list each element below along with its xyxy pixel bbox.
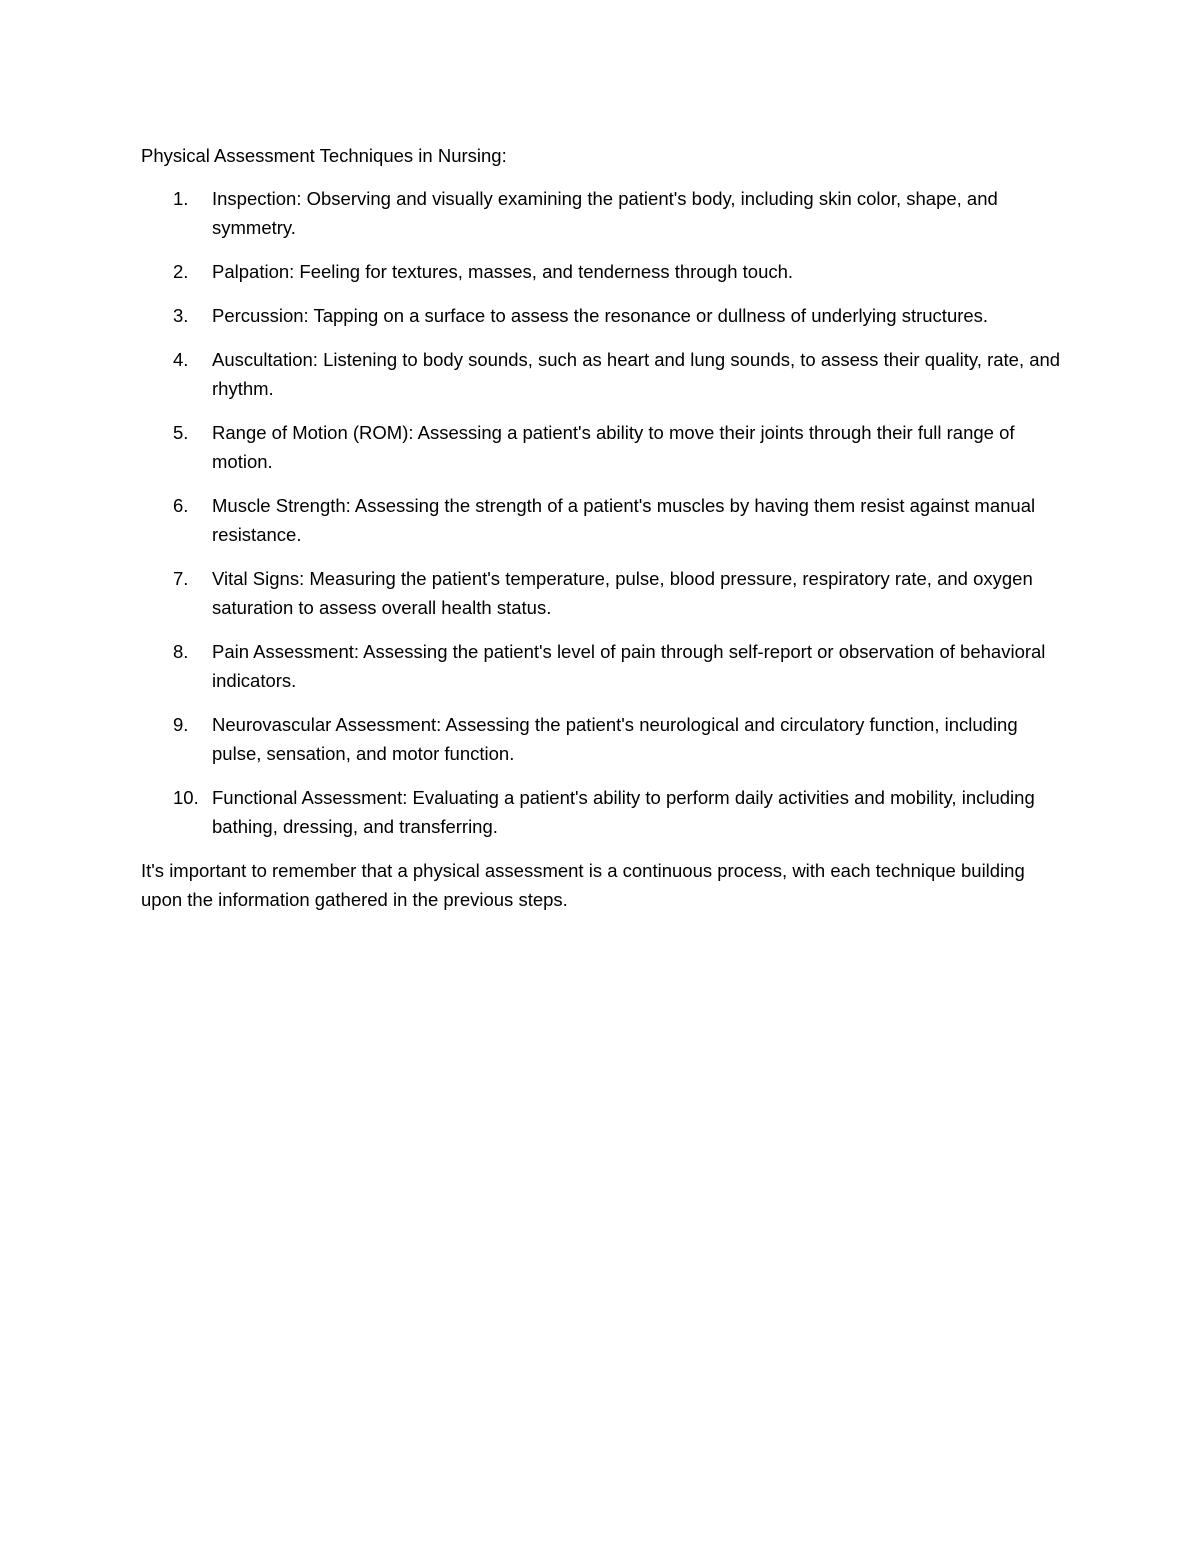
list-item-text: Functional Assessment: Evaluating a patient's ability to perform daily activities and mobility, including bathing, dressing, and transferring. (212, 787, 1035, 837)
list-item-text: Neurovascular Assessment: Assessing the patient's neurological and circulatory function, including pulse, sensation, and motor function. (212, 714, 1018, 764)
list-item (141, 184, 1061, 242)
list-item (141, 301, 1061, 330)
list-item-text: Muscle Strength: Assessing the strength of a patient's muscles by having them resist against manual resistance. (212, 495, 1036, 545)
list-item-text: Percussion: Tapping on a surface to assess the resonance or dullness of underlying structures. (212, 305, 989, 326)
list-item-number: 7. (173, 568, 189, 589)
list-item (141, 257, 1061, 286)
list-item-number: 2. (173, 261, 189, 282)
list-item (141, 783, 1061, 841)
closing-paragraph: It's important to remember that a physical assessment is a continuous process, with each technique building upon the information gathered in the previous steps. (141, 860, 1025, 910)
list-item-number: 4. (173, 349, 189, 370)
list-item-text: Auscultation: Listening to body sounds, such as heart and lung sounds, to assess their quality, rate, and rhythm. (212, 349, 1061, 399)
list-item-number: 8. (173, 641, 189, 662)
list-item-number: 9. (173, 714, 189, 735)
list-item-text: Range of Motion (ROM): Assessing a patient's ability to move their joints through their full range of motion. (212, 422, 1015, 472)
list-item-number: 5. (173, 422, 189, 443)
list-item (141, 564, 1061, 622)
list-item-number: 3. (173, 305, 189, 326)
list-item-number: 10. (173, 787, 199, 808)
document-body (141, 141, 1061, 914)
list-item-number: 6. (173, 495, 189, 516)
list-item (141, 491, 1061, 549)
techniques-list (141, 184, 1061, 841)
list-item-text: Vital Signs: Measuring the patient's temperature, pulse, blood pressure, respiratory rate, and oxygen saturation to assess overall health status. (212, 568, 1033, 618)
document-heading: Physical Assessment Techniques in Nursing: (141, 145, 507, 166)
list-item (141, 418, 1061, 476)
list-item (141, 345, 1061, 403)
list-item-text: Pain Assessment: Assessing the patient's level of pain through self-report or observation of behavioral indicators. (212, 641, 1046, 691)
list-item-number: 1. (173, 188, 189, 209)
list-item-text: Palpation: Feeling for textures, masses, and tenderness through touch. (212, 261, 794, 282)
list-item (141, 637, 1061, 695)
list-item-text: Inspection: Observing and visually examining the patient's body, including skin color, shape, and symmetry. (212, 188, 998, 238)
list-item (141, 710, 1061, 768)
